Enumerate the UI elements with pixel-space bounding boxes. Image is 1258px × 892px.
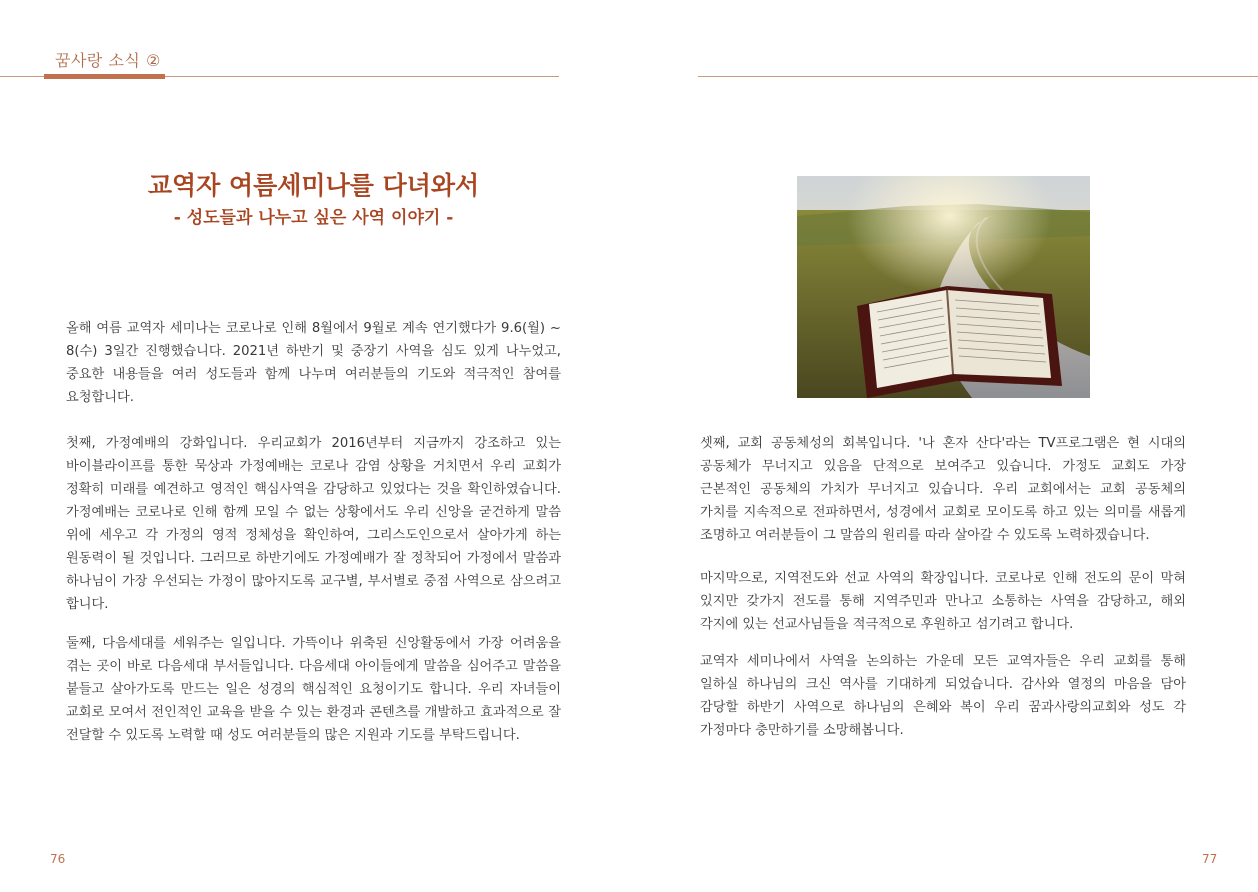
- section-label: 꿈사랑 소식 ②: [55, 51, 161, 70]
- open-bible-on-path-photo: [797, 176, 1090, 398]
- page-number-left: 76: [50, 852, 66, 866]
- header-rule-right: [698, 76, 1258, 77]
- paragraph-closing: 교역자 세미나에서 사역을 논의하는 가운데 모든 교역자들은 우리 교회를 통해 일하실 하나님의 크신 역사를 기대하게 되었습니다. 감사와 열정의 마음을 담아 감당할 하반기 사역으로 하나님의 은혜와 복이 우리 꿈과사랑의교회와 성도 각 가정마다 충만하기를 소망해봅니다.: [700, 654, 1186, 738]
- page-number-right: 77: [1202, 852, 1218, 866]
- header-rule-accent: [44, 74, 165, 79]
- article-subtitle: - 성도들과 나누고 싶은 사역 이야기 -: [173, 208, 454, 228]
- paragraph-third: 셋째, 교회 공동체성의 회복입니다. '나 혼자 산다'라는 TV프로그램은 현 시대의 공동체가 무너지고 있음을 단적으로 보여주고 있습니다. 가정도 교회도 가장 근본적인 공동체의 가치가 무너지고 있습니다. 우리 교회에서는 교회 공동체의 가치를 지속적으로 전파하면서, 성경에서 교회로 모이도록 하고 있는 의미를 새롭게 조명하고 여러분들이 그 말씀의 원리를 따라 살아갈 수 있도록 노력하겠습니다.: [700, 436, 1186, 543]
- paragraph-second: 둘째, 다음세대를 세워주는 일입니다. 가뜩이나 위축된 신앙활동에서 가장 어려움을 겪는 곳이 바로 다음세대 부서들입니다. 다음세대 아이들에게 말씀을 심어주고 말씀을 붙들고 살아가도록 만드는 일은 성경의 핵심적인 요청이기도 합니다. 우리 자녀들이 교회로 모여서 전인적인 교육을 받을 수 있는 환경과 콘텐츠를 개발하고 효과적으로 잘 전달할 수 있도록 노력할 때 성도 여러분들의 많은 지원과 기도를 부탁드립니다.: [66, 636, 561, 743]
- paragraph-last: 마지막으로, 지역전도와 선교 사역의 확장입니다. 코로나로 인해 전도의 문이 막혀 있지만 갖가지 전도를 통해 지역주민과 만나고 소통하는 사역을 감당하고, 해외 각지에 있는 선교사님들을 적극적으로 후원하고 섬기려고 합니다.: [700, 571, 1186, 632]
- article-title: 교역자 여름세미나를 다녀와서: [147, 171, 480, 200]
- paragraph-first: 첫째, 가정예배의 강화입니다. 우리교회가 2016년부터 지금까지 강조하고 있는 바이블라이프를 통한 묵상과 가정예배는 코로나 감염 상황을 거치면서 우리 교회가 정확히 미래를 예견하고 영적인 핵심사역을 감당하고 있었다는 것을 확인하였습니다. 가정예배는 코로나로 인해 함께 모일 수 없는 상황에서도 우리 신앙을 굳건하게 말씀 위에 세우고 각 가정의 영적 정체성을 확인하여, 그리스도인으로서 살아가게 하는 원동력이 될 것입니다. 그러므로 하반기에도 가정예배가 잘 정착되어 가정에서 말씀과 하나님이 가장 우선되는 가정이 많아지도록 교구별, 부서별로 중점 사역으로 삼으려고 합니다.: [66, 436, 561, 612]
- paragraph-intro: 올해 여름 교역자 세미나는 코로나로 인해 8월에서 9월로 계속 연기했다가 9.6(월) ~ 8(수) 3일간 진행했습니다. 2021년 하반기 및 중장기 사역을 심도 있게 나누었고, 중요한 내용들을 여러 성도들과 함께 나누며 여러분들의 기도와 적극적인 참여를 요청합니다.: [66, 321, 561, 405]
